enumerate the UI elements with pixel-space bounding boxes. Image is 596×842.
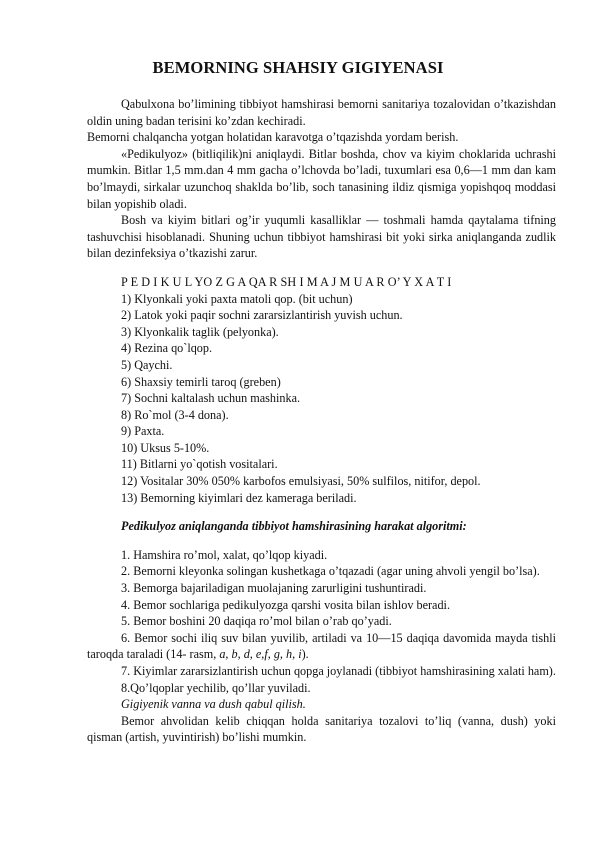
kit-item: 13) Bemorning kiyimlari dez kameraga beriladi. — [121, 490, 357, 505]
step6-end: ). — [301, 647, 309, 662]
algorithm-step: 3. Bemorga bajariladigan muolajaning zarurligini tushuntiradi. — [121, 581, 427, 596]
kit-item: 3) Klyonkalik taglik (pelyonka). — [121, 324, 279, 339]
page-title: BEMORNING SHAHSIY GIGIYENASI — [152, 58, 444, 77]
kit-item: 4) Rezina qo`lqop. — [121, 341, 213, 356]
intro-paragraph: «Pedikulyoz» (bitliqilik)ni aniqlaydi. Bitlar boshda, chov va kiyim choklarida uchrashi mumkin. Bitlar 1,5 mm.dan 4 mm gacha o’lchovda bo’ladi, tuxumlari esa 0,6—1 mm dan kam bo’lmaydi, sirkalar uzunchoq shaklda bo’lib, soch tanasining ildiz qismiga yopishqoq moddasi bilan yopishib oladi. — [87, 146, 556, 211]
kit-item: 6) Shaxsiy temirli taroq (greben) — [121, 374, 281, 389]
kit-item: 9) Paxta. — [121, 424, 165, 439]
algorithm-step: 8.Qo’lqoplar yechilib, qo’llar yuviladi. — [121, 680, 311, 695]
algorithm-step: 7. Kiyimlar zararsizlantirish uchun qopga joylanadi (tibbiyot hamshirasining xalati ham). — [121, 664, 556, 678]
algorithm-step: 2. Bemorni kleyonka solingan kushetkaga o’tqazadi (agar uning ahvoli yengil bo’lsa). — [121, 564, 540, 579]
kit-item: 1) Klyonkali yoki paxta matoli qop. (bit uchun) — [121, 291, 353, 306]
kit-item: 2) Latok yoki paqir sochni zararsizlantirish yuvish uchun. — [121, 308, 403, 323]
intro-paragraph: Bosh va kiyim bitlari og’ir yuqumli kasalliklar — toshmali hamda qaytalama tifning tashuvchisi hisoblanadi. Shuning uchun tibbiyot hamshirasi bit yoki sirka aniqlanganda zudlik bilan dezinfeksiya o’tkazishi zarur. — [87, 213, 556, 261]
kit-item: 12) Vositalar 30% 050% karbofos emulsiyasi, 50% sulfilos, nitifor, depol. — [121, 474, 481, 489]
figure-letters: a, b, d, e,f, g, h, i — [219, 647, 302, 662]
step6-text: 6. Bemor sochi iliq suv bilan yuvilib, artiladi va 10—15 daqiqa davomida mayda tishli taroqda taraladi (14- rasm, — [87, 630, 556, 662]
kit-item: 5) Qaychi. — [121, 357, 173, 372]
algorithm-step: 1. Hamshira ro’mol, xalat, qo’lqop kiyadi. — [121, 547, 328, 562]
kit-item: 11) Bitlarni yo`qotish vositalari. — [121, 457, 278, 472]
algorithm-step: 5. Bemor boshini 20 daqiqa ro’mol bilan o’rab qo’yadi. — [121, 614, 392, 629]
algorithm-step-6 — [87, 630, 556, 663]
kit-item: 10) Uksus 5-10%. — [121, 440, 210, 455]
closing-paragraph: Bemor ahvolidan kelib chiqqan holda sanitariya tozalovi to’liq (vanna, dush) yoki qisman (artish, yuvintirish) bo’lishi mumkin. — [87, 713, 556, 745]
intro-paragraph: Qabulxona bo’limining tibbiyot hamshirasi bemorni sanitariya tozalovidan o’tkazishdan oldin uning badan terisini ko’zdan kechiradi. — [87, 97, 556, 128]
kit-item: 7) Sochni kaltalash uchun mashinka. — [121, 391, 301, 406]
algorithm-step: 4. Bemor sochlariga pedikulyozga qarshi vosita bilan ishlov beradi. — [121, 597, 450, 612]
kit-heading: P E D I K U L YO Z G A QA R SH I M A J M U A R O’ Y X A T I — [121, 274, 452, 289]
hygiene-heading: Gigiyenik vanna va dush qabul qilish. — [121, 697, 306, 712]
document-body — [87, 96, 556, 746]
algorithm-heading: Pedikulyoz aniqlanganda tibbiyot hamshirasining harakat algoritmi: — [121, 519, 467, 534]
intro-paragraph: Bemorni chalqancha yotgan holatidan karavotga o’tqazishda yordam berish. — [87, 130, 459, 145]
kit-item: 8) Ro`mol (3-4 dona). — [121, 407, 229, 422]
